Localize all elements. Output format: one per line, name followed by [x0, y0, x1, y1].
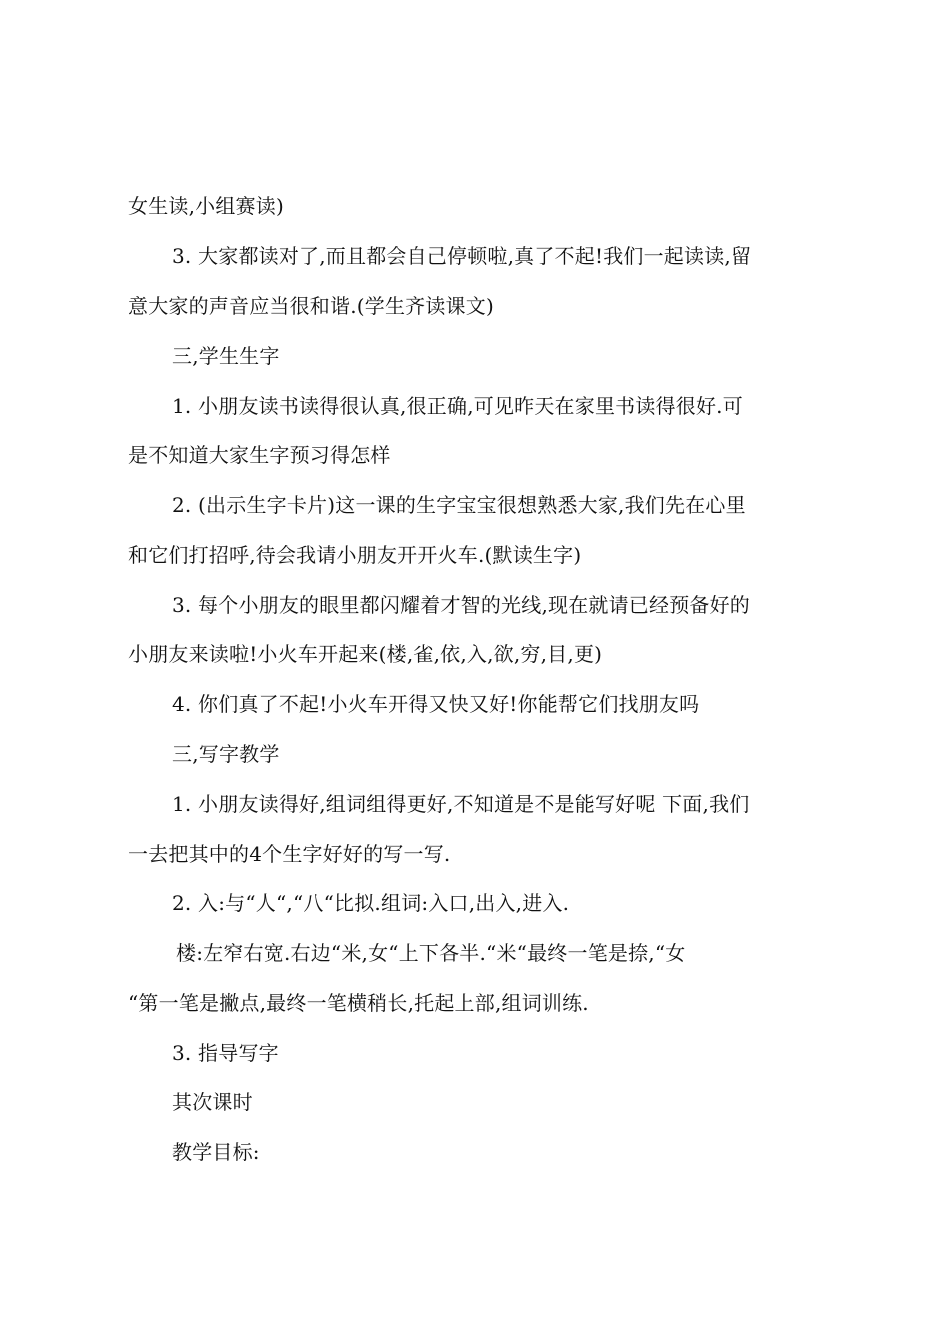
text-line: 女生读,小组赛读): [128, 194, 284, 218]
text-line: 教学目标:: [172, 1140, 260, 1164]
section-heading: 其次课时: [172, 1090, 253, 1114]
text-line: 小朋友来读啦!小火车开起来(楼,雀,依,入,欲,穷,目,更): [128, 642, 603, 666]
text-line: “第一笔是撇点,最终一笔横稍长,托起上部,组词训练.: [128, 991, 589, 1015]
text-line: 3. 大家都读对了,而且都会自己停顿啦,真了不起!我们一起读读,留: [172, 244, 752, 268]
text-line: 2. (出示生字卡片)这一课的生字宝宝很想熟悉大家,我们先在心里: [172, 493, 746, 517]
text-line: 是不知道大家生字预习得怎样: [128, 443, 391, 467]
text-line: 2. 入:与“人“,“八“比拟.组词:入口,出入,进入.: [172, 891, 570, 915]
section-heading: 三,写字教学: [172, 742, 280, 766]
text-line: 意大家的声音应当很和谐.(学生齐读课文): [128, 294, 494, 318]
text-line: 3. 每个小朋友的眼里都闪耀着才智的光线,现在就请已经预备好的: [172, 593, 750, 617]
text-line: 4. 你们真了不起!小火车开得又快又好!你能帮它们找朋友吗: [172, 692, 700, 716]
section-heading: 三,学生生字: [172, 344, 280, 368]
text-line: 1. 小朋友读得好,组词组得更好,不知道是不是能写好呢 下面,我们: [172, 792, 750, 816]
text-line: 和它们打招呼,待会我请小朋友开开火车.(默读生字): [128, 543, 582, 567]
text-line: 楼:左窄右宽.右边“米,女“上下各半.“米“最终一笔是捺,“女: [176, 941, 686, 965]
text-line: 3. 指导写字: [172, 1041, 279, 1065]
text-line: 1. 小朋友读书读得很认真,很正确,可见昨天在家里书读得很好.可: [172, 394, 743, 418]
text-line: 一去把其中的4个生字好好的写一写.: [128, 842, 451, 866]
